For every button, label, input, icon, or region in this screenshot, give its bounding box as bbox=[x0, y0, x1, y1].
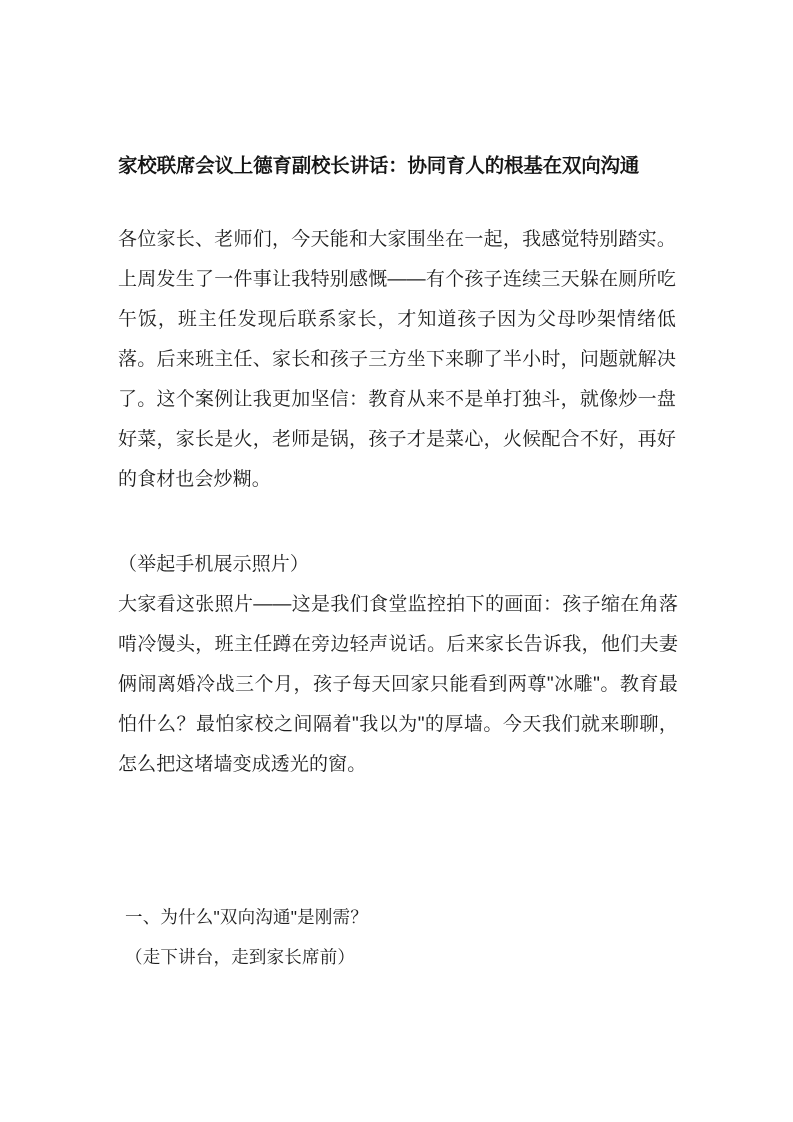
section-heading: 一、为什么"双向沟通"是刚需？ bbox=[125, 907, 368, 927]
paragraph-photo-demonstration bbox=[118, 545, 678, 785]
section-block bbox=[118, 897, 678, 977]
document-content bbox=[118, 0, 678, 977]
paragraph-photo-text: 大家看这张照片——这是我们食堂监控拍下的画面：孩子缩在角落啃冷馒头，班主任蹲在旁边轻声说话。后来家长告诉我，他们夫妻俩闹离婚冷战三个月，孩子每天回家只能看到两尊"冰雕"。教育最怕什么？最怕家校之间隔着"我以为"的厚墙。今天我们就来聊聊，怎么把这堵墙变成透光的窗。 bbox=[118, 594, 678, 775]
stage-direction-photo: （举起手机展示照片） bbox=[118, 554, 310, 575]
section-stage-direction: （走下讲台，走到家长席前） bbox=[125, 947, 356, 967]
paragraph-opening-remarks: 各位家长、老师们，今天能和大家围坐在一起，我感觉特别踏实。上周发生了一件事让我特别感慨——有个孩子连续三天躲在厕所吃午饭，班主任发现后联系家长，才知道孩子因为父母吵架情绪低落。后来班主任、家长和孩子三方坐下来聊了半小时，问题就解决了。这个案例让我更加坚信：教育从来不是单打独斗，就像炒一盘好菜，家长是火，老师是锅，孩子才是菜心，火候配合不好，再好的食材也会炒糊。 bbox=[118, 229, 676, 490]
document-title: 家校联席会议上德育副校长讲话：协同育人的根基在双向沟通 bbox=[118, 155, 640, 177]
